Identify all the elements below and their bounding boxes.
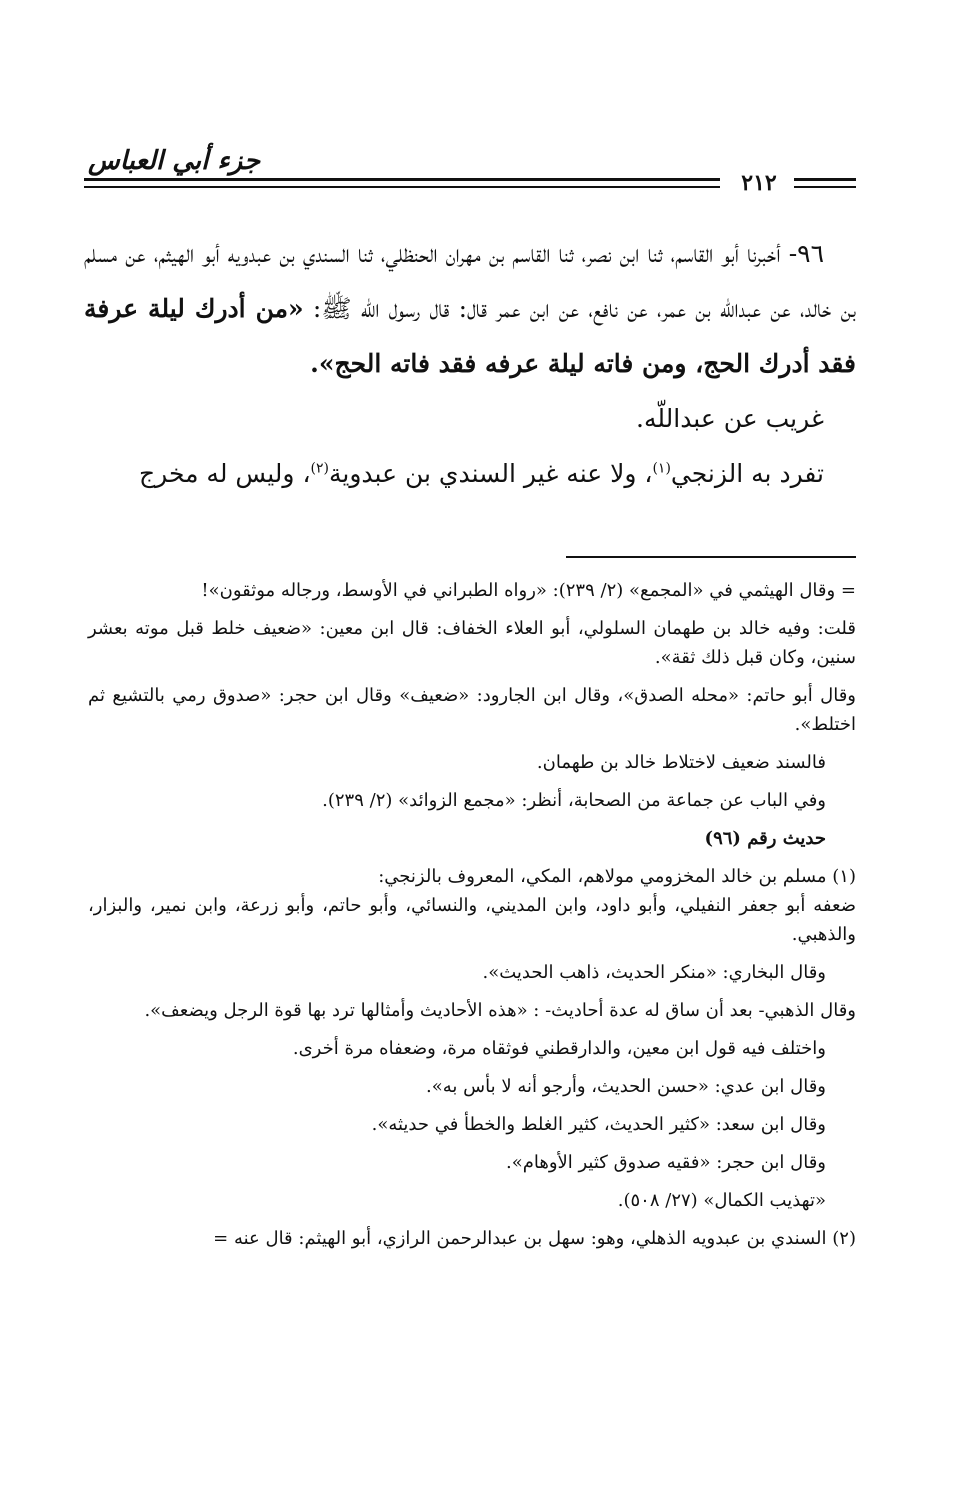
tafarrud-text-1: تفرد به الزنجي (670, 459, 824, 488)
main-text (84, 226, 856, 501)
hadith-number-heading: حديث رقم (٩٦) (704, 828, 826, 849)
footnote-mark-1: (١) (652, 460, 671, 477)
footnote-1-line: واختلف فيه قول ابن معين، والدارقطني فوثقاه مرة، وضعفاه مرة أخرى. (292, 1038, 826, 1059)
footnote-1-line: وقال ابن سعد: «كثير الحديث، كثير الغلط والخطأ في حديثه». (371, 1114, 826, 1135)
page-number: ٢١٢ (741, 170, 777, 196)
hadith-isnad: ٩٦- أخبرنا أبو القاسم، ثنا ابن نصر، ثنا القاسم بن مهران الحنظلي، ثنا السندي بن عبدويه أبو الهيثم، عن مسلم بن خالد، عن عبداللّه بن عمر، عن نافع، عن ابن عمر قال: قال رسول اللّه ﷺ: (84, 239, 856, 323)
tafarrud-remark (84, 446, 856, 501)
gharib-remark: غريب عن عبداللّه. (636, 404, 824, 433)
header-rule-short (794, 178, 856, 188)
tafarrud-text-3: ، وليس له مخرج (139, 459, 311, 488)
footnote-continued-line: وقال أبو حاتم: «محله الصدق»، وقال ابن الجارود: «ضعيف» وقال ابن حجر: «صدوق رمي بالتشيع ثم اختلط». (88, 685, 856, 735)
hadith-matn: «من أدرك ليلة عرفة فقد أدرك الحج، ومن فاته ليلة عرفه فقد فاته الحج». (84, 294, 856, 378)
header-rule-double (84, 178, 720, 188)
footnote-1-line: وقال ابن حجر: «فقيه صدوق كثير الأوهام». (505, 1152, 826, 1173)
footnote-mark-2: (٢) (310, 460, 329, 477)
footnote-1-line: ضعفه أبو جعفر النفيلي، وأبو داود، وابن المديني، والنسائي، وأبو حاتم، وأبو زرعة، وابن نمير، والبزار، والذهبي. (88, 895, 856, 945)
footnote-continued-line: = وقال الهيثمي في «المجمع» (٢/ ٢٣٩): «رواه الطبراني في الأوسط، ورجاله موثقون»! (201, 580, 856, 601)
tafarrud-text-2: ، ولا عنه غير السندي بن عبدوية (328, 459, 653, 488)
footnote-continued-line: قلت: وفيه خالد بن طهمان السلولي، أبو العلاء الخفاف: قال ابن معين: «ضعيف خلط قبل موته بعشر سنين، وكان قبل ذلك ثقة». (88, 618, 856, 668)
footnote-continued-line: فالسند ضعيف لاختلاط خالد بن طهمان. (536, 752, 826, 773)
footnote-1-title: (١) مسلم بن خالد المخزومي مولاهم، المكي، المعروف بالزنجي: (378, 866, 856, 887)
footnote-1-line: وقال البخاري: «منكر الحديث، ذاهب الحديث». (482, 962, 826, 983)
footnote-1-citation: «تهذيب الكمال» (٢٧/ ٥٠٨). (617, 1190, 826, 1211)
running-header-title: جزء أبي العباس (88, 146, 261, 176)
footnote-continued-line: وفي الباب عن جماعة من الصحابة، أنظر: «مجمع الزوائد» (٢/ ٢٣٩). (322, 790, 826, 811)
footnote-2: (٢) السندي بن عبدويه الذهلي، وهو: سهل بن عبدالرحمن الرازي، أبو الهيثم: قال عنه = (213, 1228, 856, 1249)
footnote-1-line: وقال الذهبي- بعد أن ساق له عدة أحاديث- : «هذه الأحاديث وأمثالها ترد بها قوة الرجل ويضعف». (144, 1000, 856, 1021)
footnote-separator (566, 556, 856, 558)
footnotes-section (88, 576, 856, 1253)
footnote-1-line: وقال ابن عدي: «حسن الحديث، وأرجو أنه لا بأس به». (426, 1076, 826, 1097)
hadith-96-paragraph (84, 226, 856, 391)
